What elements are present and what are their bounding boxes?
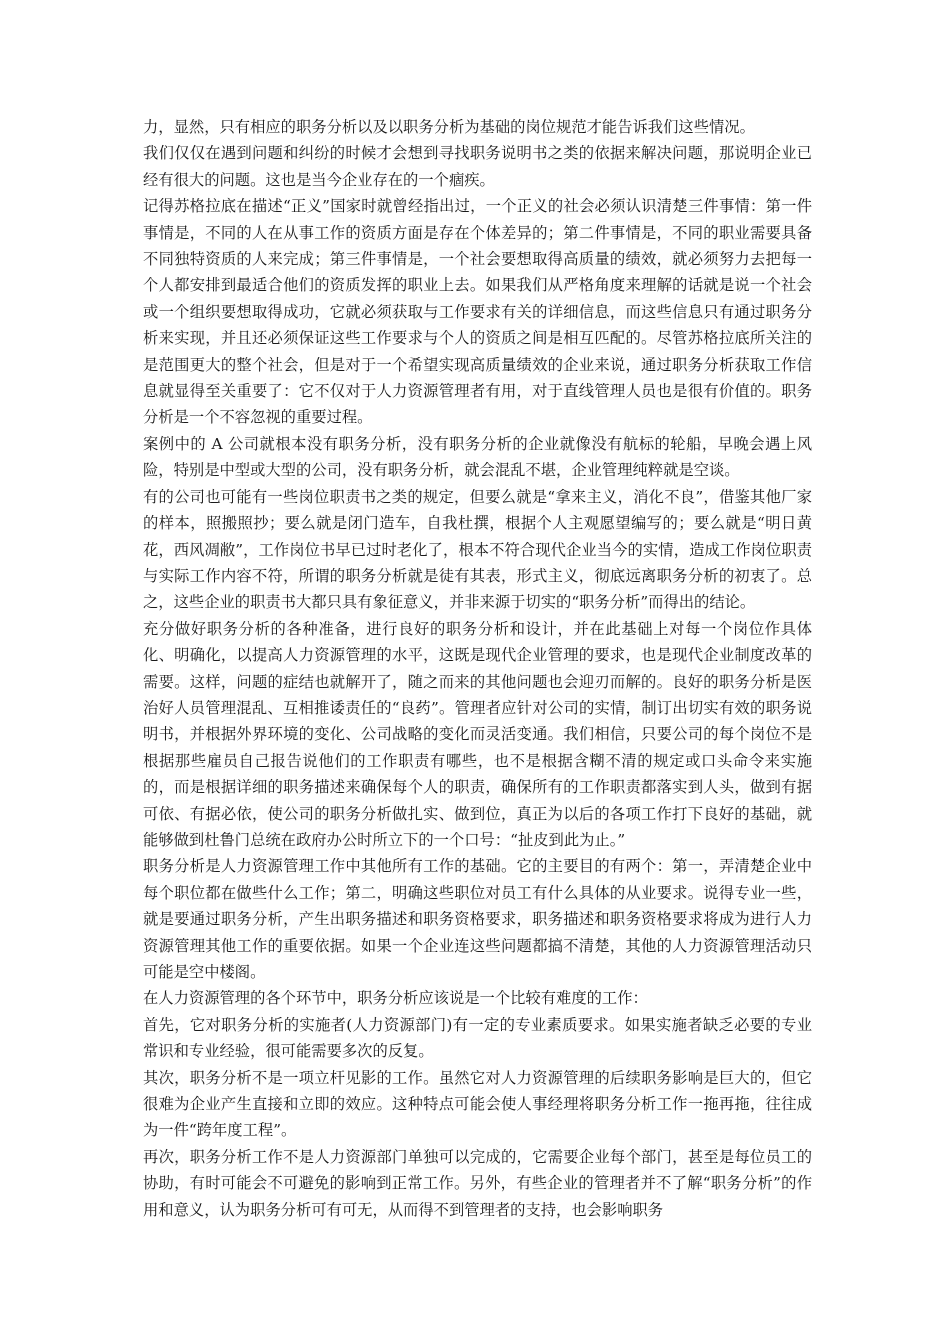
document-body (143, 114, 812, 1223)
paragraph: 记得苏格拉底在描述“正义”国家时就曾经指出过，一个正义的社会必须认识清楚三件事情：第一件事情是，不同的人在从事工作的资质方面是存在个体差异的；第二件事情是，不同的职业需要具备不同独特资质的人来完成；第三件事情是，一个社会要想取得高质量的绩效，就必须努力去把每一个人都安排到最适合他们的资质发挥的职业上去。如果我们从严格角度来理解的话就是说一个社会或一个组织要想取得成功，它就必须获取与工作要求有关的详细信息，而这些信息只有通过职务分析来实现，并且还必须保证这些工作要求与个人的资质之间是相互匹配的。尽管苏格拉底所关注的是范围更大的整个社会，但是对于一个希望实现高质量绩效的企业来说，通过职务分析获取工作信息就显得至关重要了：它不仅对于人力资源管理者有用，对于直线管理人员也是很有价值的。职务分析是一个不容忽视的重要过程。 (143, 197, 812, 427)
paragraph: 在人力资源管理的各个环节中，职务分析应该说是一个比较有难度的工作： (143, 989, 648, 1008)
paragraph: 有的公司也可能有一些岗位职责书之类的规定，但要么就是“拿来主义，消化不良”，借鉴其他厂家的样本，照搬照抄；要么就是闭门造车，自我杜撰，根据个人主观愿望编写的；要么就是“明日黄花，西风凋敝”，工作岗位书早已过时老化了，根本不符合现代企业当今的实情，造成工作岗位职责与实际工作内容不符，所谓的职务分析就是徒有其表，形式主义，彻底远离职务分析的初衷了。总之，这些企业的职责书大都只具有象征意义，并非来源于切实的“职务分析”而得出的结论。 (143, 487, 812, 612)
paragraph: 首先，它对职务分析的实施者(人力资源部门)有一定的专业素质要求。如果实施者缺乏必要的专业常识和专业经验，很可能需要多次的反复。 (143, 1015, 812, 1061)
paragraph: 再次，职务分析工作不是人力资源部门单独可以完成的，它需要企业每个部门，甚至是每位员工的协助，有时可能会不可避免的影响到正常工作。另外，有些企业的管理者并不了解“职务分析”的作用和意义，认为职务分析可有可无，从而得不到管理者的支持，也会影响职务 (143, 1147, 812, 1219)
paragraph: 充分做好职务分析的各种准备，进行良好的职务分析和设计，并在此基础上对每一个岗位作具体化、明确化，以提高人力资源管理的水平，这既是现代企业管理的要求，也是现代企业制度改革的需要。这样，问题的症结也就解开了，随之而来的其他问题也会迎刃而解的。良好的职务分析是医治好人员管理混乱、互相推诿责任的“良药”。管理者应针对公司的实情，制订出切实有效的职务说明书，并根据外界环境的变化、公司战略的变化而灵活变通。我们相信，只要公司的每个岗位不是根据那些雇员自己报告说他们的工作职责有哪些，也不是根据含糊不清的规定或口头命令来实施的，而是根据详细的职务描述来确保每个人的职责，确保所有的工作职责都落实到人头，做到有据可依、有据必依，使公司的职务分析做扎实、做到位，真正为以后的各项工作打下良好的基础，就能够做到杜鲁门总统在政府办公时所立下的一个口号：“扯皮到此为止。” (143, 619, 812, 849)
paragraph: 职务分析是人力资源管理工作中其他所有工作的基础。它的主要目的有两个：第一，弄清楚企业中每个职位都在做些什么工作；第二，明确这些职位对员工有什么具体的从业要求。说得专业一些，就是要通过职务分析，产生出职务描述和职务资格要求，职务描述和职务资格要求将成为进行人力资源管理其他工作的重要依据。如果一个企业连这些问题都搞不清楚，其他的人力资源管理活动只可能是空中楼阁。 (143, 857, 812, 981)
paragraph: 其次，职务分析不是一项立杆见影的工作。虽然它对人力资源管理的后续职务影响是巨大的，但它很难为企业产生直接和立即的效应。这种特点可能会使人事经理将职务分析工作一拖再拖，往往成为一件“跨年度工程”。 (143, 1068, 812, 1140)
paragraph: 案例中的 A 公司就根本没有职务分析，没有职务分析的企业就像没有航标的轮船，早晚会遇上风险，特别是中型或大型的公司，没有职务分析，就会混乱不堪，企业管理纯粹就是空谈。 (143, 434, 812, 480)
paragraph: 我们仅仅在遇到问题和纠纷的时候才会想到寻找职务说明书之类的依据来解决问题，那说明企业已经有很大的问题。这也是当今企业存在的一个痼疾。 (143, 144, 812, 189)
paragraph: 力，显然，只有相应的职务分析以及以职务分析为基础的岗位规范才能告诉我们这些情况。 (143, 118, 755, 136)
